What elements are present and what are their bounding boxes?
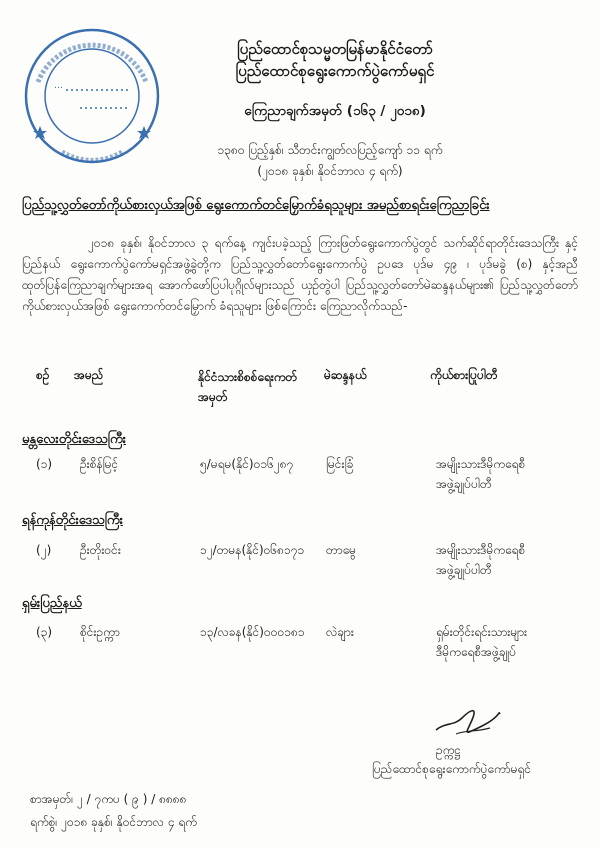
row-name: စိုင်းဥက္ကာ <box>80 625 120 639</box>
handwritten-signature <box>432 700 504 740</box>
subject-heading: ပြည်သူ့လွှတ်တော်ကိုယ်စားလှယ်အဖြစ် ရွေးကောက်တင်မြှောက်ခံရသူများ အမည်စာရင်းကြေညာခြင်း <box>22 198 490 213</box>
signatory-title: ဥက္ကဋ္ဌ <box>436 743 461 757</box>
row-nrc: ၅/မရမ(နိုင်)၀၁၆၂၈၇ <box>200 457 294 471</box>
row-party-line1: အမျိုးသားဒီမိုကရေစီ <box>436 543 526 557</box>
date-gregorian: (၂၀၁၈ ခုနှစ်၊ နိုဝင်ဘာလ ၄ ရက်) <box>257 164 403 178</box>
header-commission-name: ပြည်ထောင်စုရွေးကောက်ပွဲကော်မရှင် <box>235 62 435 80</box>
row-constituency: တာမွေ <box>326 543 356 557</box>
body-paragraph: ၂၀၁၈ ခုနှစ်၊ နိုဝင်ဘာလ ၃ ရက်နေ့ ကျင်းပခဲ့သည့် ကြားဖြတ်ရွေးကောက်ပွဲတွင် သက်ဆိုင်ရာတိုင်းဒေသကြီး နှင့် ပြည်နယ် ရွေးကောက်ပွဲကော်မရှင်အဖွဲ့ခွဲတို့က ပြည်သူ့လွှတ်တော်ရွေးကောက်ပွဲ ဥပဒေ ပုဒ်မ ၄၉ ၊ ပုဒ်မခွဲ (စ) နှင့်အညီ ထုတ်ပြန်ကြေညာချက်များအရ အောက်ဖော်ပြပါပုဂ္ဂိုလ်များသည် ယှဉ်တွဲပါ ပြည်သူ့လွှတ်တော်မဲဆန္ဒနယ်များ၏ ပြည်သူ့လွှတ်တော်ကိုယ်စားလှယ်အဖြစ် ရွေးကောက်တင်မြှောက် ခံရသူများ ဖြစ်ကြောင်း ကြေညာလိုက်သည်- <box>22 236 578 313</box>
col-header-name: အမည် <box>74 368 104 382</box>
col-header-nrc: နိုင်ငံသားစိစစ်ရေးကတ်အမှတ် <box>198 370 298 404</box>
row-party-line1: အမျိုးသားဒီမိုကရေစီ <box>436 457 526 471</box>
section-title: ရန်ကုန်တိုင်းဒေသကြီး <box>22 513 123 528</box>
letter-number: စာအမှတ်၊ ၂ / ၇ကပ ( ၉ ) / ၈၈၈၈ <box>30 792 187 806</box>
row-nrc: ၁၂/တမန(နိုင်)၀၆၈၁၇၁ <box>200 543 305 557</box>
section-title: မန္တလေးတိုင်းဒေသကြီး <box>22 432 126 447</box>
row-party-line2: ဒီမိုကရေစီအဖွဲ့ချုပ် <box>436 645 517 659</box>
letter-date: ရက်စွဲ၊ ၂၀၁၈ ခုနှစ်၊ နိုဝင်ဘာလ ၄ ရက် <box>30 815 197 829</box>
row-number: (၁) <box>36 457 53 471</box>
notice-number: ကြေညာချက်အမှတ် (၁၆၃ / ၂၀၁၈) <box>244 103 426 119</box>
row-constituency: လဲချား <box>326 625 354 639</box>
header-country-name: ပြည်ထောင်စုသမ္မတမြန်မာနိုင်ငံတော် <box>237 40 433 58</box>
row-party-line2: အဖွဲ့ချုပ်ပါတီ <box>436 563 492 577</box>
row-party-line1: ရှမ်းတိုင်းရင်းသားများ <box>436 625 528 639</box>
row-constituency: မြင်းခြံ <box>326 457 354 471</box>
col-header-constituency: မဲဆန္ဒနယ် <box>324 368 367 382</box>
section-title: ရှမ်းပြည်နယ် <box>22 596 82 611</box>
row-number: (၃) <box>36 625 53 639</box>
col-header-no: စဉ် <box>36 368 50 382</box>
row-number: (၂) <box>36 543 52 557</box>
row-party-line2: အဖွဲ့ချုပ်ပါတီ <box>436 477 492 491</box>
signatory-organization: ပြည်ထောင်စုရွေးကောက်ပွဲကော်မရှင် <box>372 762 531 776</box>
svg-text:…: … <box>54 81 63 91</box>
col-header-party: ကိုယ်စားပြုပါတီ <box>430 368 498 382</box>
row-nrc: ၁၃/လခန(နိုင်)၀၀၀၁၈၁ <box>200 625 305 639</box>
row-name: ဦးစိန်မြင့် <box>80 457 119 471</box>
date-myanmar: ၁၃၈၀ ပြည့်နှစ်၊ သီတင်းကျွတ်လပြည့်ကျော် ၁၁ ရက် <box>217 143 443 157</box>
row-name: ဦးတိုးဝင်း <box>80 543 121 557</box>
